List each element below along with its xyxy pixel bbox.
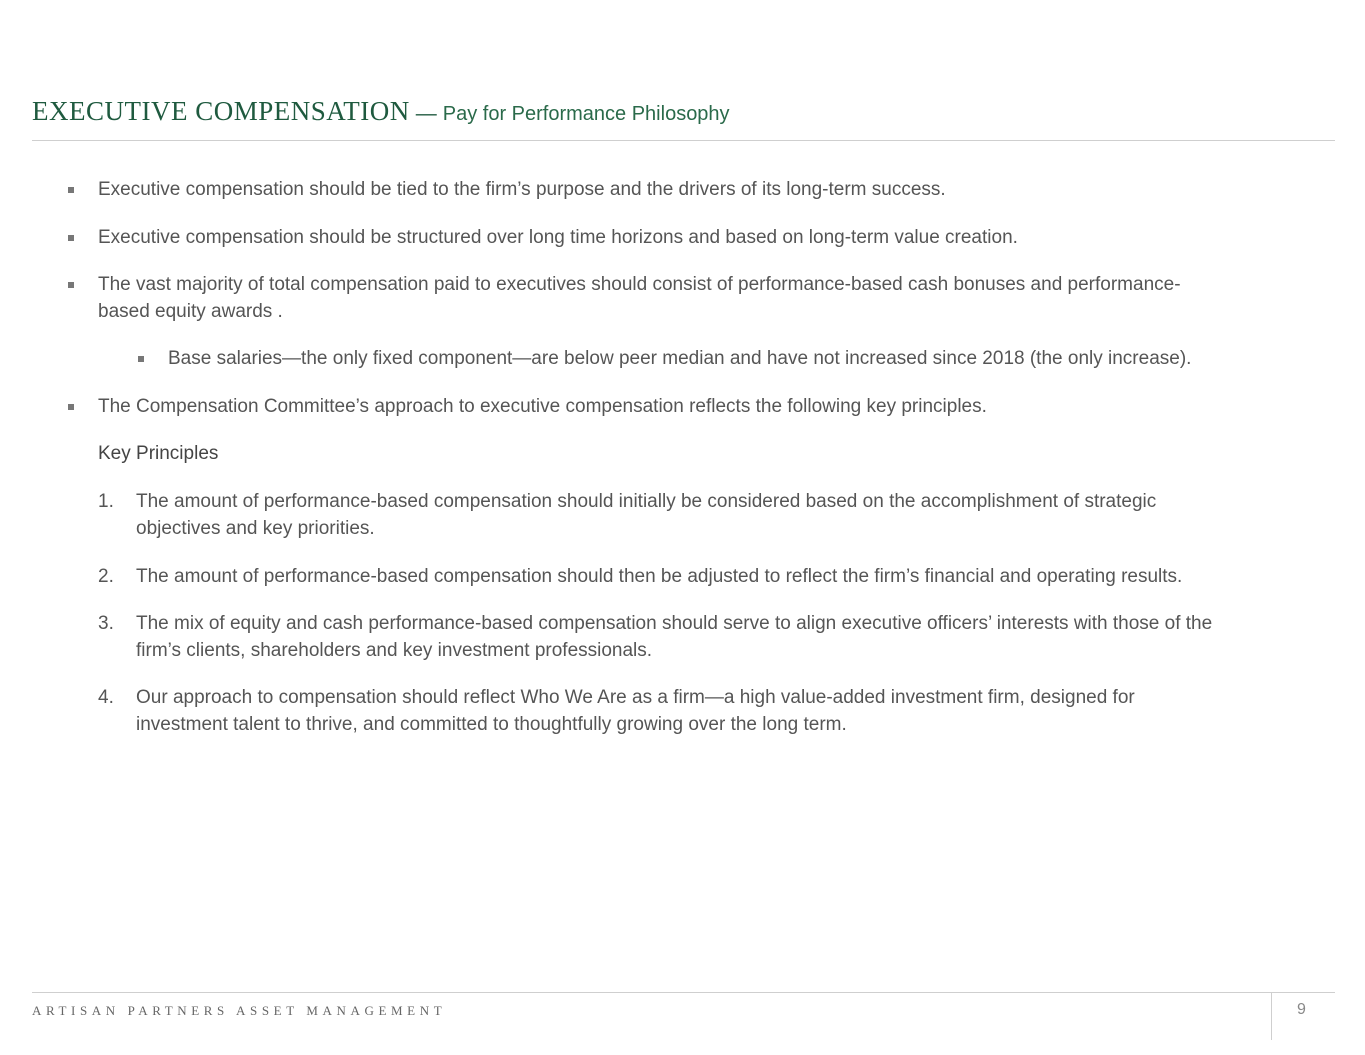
bullet-text-line2: based equity awards .: [98, 301, 283, 322]
bullet-text: The Compensation Committee’s approach to executive compensation reflects the following key principles.: [98, 396, 987, 417]
principle-line2: investment talent to thrive, and committed to thoughtfully growing over the long term.: [136, 714, 847, 735]
principle-line2: objectives and key priorities.: [136, 518, 375, 539]
principle-text: [136, 563, 1182, 590]
principle-item: [98, 488, 1298, 544]
title-main: EXECUTIVE COMPENSATION: [32, 96, 410, 126]
sub-bullet-item: [168, 345, 1191, 372]
principle-number: 2.: [98, 566, 114, 587]
bullet-item: [98, 224, 1018, 251]
square-bullet-icon: [68, 282, 74, 288]
key-principles-heading: Key Principles: [98, 443, 219, 464]
principle-number: 3.: [98, 613, 114, 634]
bullet-item: [98, 271, 1181, 325]
footer-brand: ARTISAN PARTNERS ASSET MANAGEMENT: [32, 1003, 447, 1018]
title-subtitle: Pay for Performance Philosophy: [442, 103, 730, 125]
principle-line1: The amount of performance-based compensation should initially be considered based on the accomplishment of strategic: [136, 491, 1157, 512]
principle-item: [98, 610, 1298, 666]
bullet-text: Executive compensation should be tied to the firm’s purpose and the drivers of its long-term success.: [98, 179, 946, 200]
bullet-item: [98, 176, 946, 203]
bullet-text-line1: The vast majority of total compensation paid to executives should consist of performance-based cash bonuses and performance-: [98, 274, 1181, 295]
principle-text: [136, 610, 1212, 664]
page-number: 9: [1297, 1001, 1306, 1018]
principle-text: [136, 684, 1135, 738]
square-bullet-icon: [68, 187, 74, 193]
principle-item: [98, 684, 1298, 740]
sub-bullet-text: Base salaries—the only fixed component—are below peer median and have not increased since 2018 (the only increase).: [168, 348, 1192, 369]
square-bullet-icon: [68, 235, 74, 241]
footer-divider: [32, 992, 1335, 993]
square-bullet-icon: [68, 404, 74, 410]
principle-line1: Our approach to compensation should reflect Who We Are as a firm—a high value-added investment firm, designed for: [136, 687, 1135, 708]
principle-line1: The mix of equity and cash performance-based compensation should serve to align executive officers’ interests with those of the: [136, 613, 1213, 634]
principle-text: [136, 488, 1156, 542]
principle-number: 4.: [98, 687, 114, 708]
title-dash: —: [415, 102, 437, 125]
footer-vertical-divider: [1271, 992, 1272, 1040]
principle-line1: The amount of performance-based compensation should then be adjusted to reflect the firm’s financial and operating results.: [136, 566, 1183, 587]
principle-line2: firm’s clients, shareholders and key investment professionals.: [136, 640, 653, 661]
bullet-item: [98, 393, 987, 420]
principle-item: [98, 563, 1298, 593]
square-bullet-icon: [138, 356, 144, 362]
bullet-text: Executive compensation should be structured over long time horizons and based on long-term value creation.: [98, 227, 1018, 248]
principle-number: 1.: [98, 491, 114, 512]
